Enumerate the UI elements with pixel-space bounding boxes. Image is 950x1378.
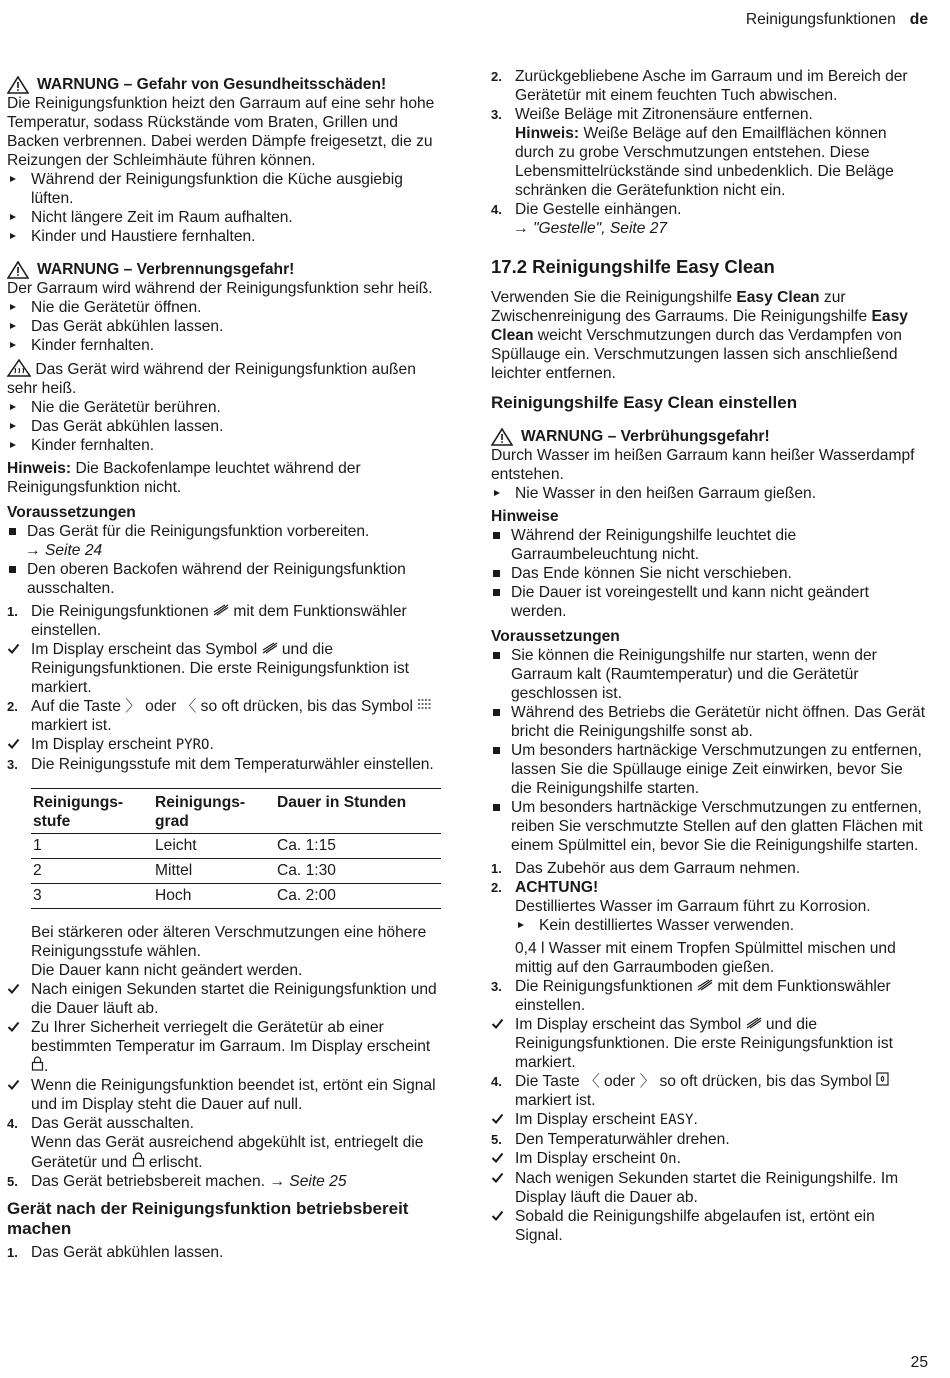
table-note: Bei stärkeren oder älteren Verschmutzungen eine höhere Reinigungsstufe wählen.	[31, 924, 427, 960]
check-icon	[7, 1078, 20, 1091]
cleaning-function-icon	[213, 604, 229, 616]
step-2-detail: 0,4 l Wasser mit einem Tropfen Spülmittel mischen und mittig auf den Garraumboden gießen.	[515, 940, 896, 976]
warning-triangle-icon	[491, 428, 513, 446]
display-text: On	[659, 1151, 677, 1167]
result-4: Zu Ihrer Sicherheit verriegelt die Gerätetür ab einer bestimmten Temperatur im Garraum. Im Display erscheint .	[7, 1018, 443, 1076]
list-item: Um besonders hartnäckige Verschmutzungen zu entfernen, lassen Sie die Spüllauge einige Zeit einwirken, bevor Sie die Reinigungshilfe starten.	[491, 741, 926, 798]
warning-health	[7, 75, 443, 94]
list-item: Kein destilliertes Wasser verwenden.	[515, 916, 926, 935]
result-1: Im Display erscheint das Symbol und die Reinigungsfunktionen. Die erste Reinigungsfunktion ist markiert.	[7, 640, 443, 697]
list-item: Um besonders hartnäckige Verschmutzungen zu entfernen, reiben Sie verschmutzte Stellen auf den glatten Flächen mit einem Spülmittel ein, bevor Sie die Reinigungshilfe starten.	[491, 798, 926, 855]
step-4: 4. Die Taste 〈 oder 〉 so oft drücken, bis das Symbol markiert ist.	[491, 1072, 926, 1110]
next-key-icon: 〉	[125, 698, 141, 715]
check-icon	[491, 1017, 504, 1030]
list-item: Kinder fernhalten.	[7, 436, 443, 455]
list-item: Während der Reinigungsfunktion die Küche ausgiebig lüften.	[7, 170, 443, 208]
section-heading: Gerät nach der Reinigungsfunktion betriebsbereit machen	[7, 1199, 409, 1238]
check-icon	[7, 1020, 20, 1033]
cleaning-function-icon	[697, 979, 713, 991]
note: Hinweis: Weiße Beläge auf den Emailflächen können durch zu grobe Verschmutzungen entstehen. Diese Lebensmittelrückstände sind unbedenklich. Die Beläge schränken die Gerätefunktion nicht ein.	[515, 125, 894, 199]
list-item: Sie können die Reinigungshilfe nur starten, wenn der Garraum kalt (Raumtemperatur) und die Gerätetür geschlossen ist.	[491, 646, 926, 703]
language-code: de	[909, 11, 928, 28]
table-header: Reinigungs-grad	[155, 794, 246, 830]
step-4: 4. Die Gestelle einhängen.	[491, 201, 682, 218]
list-item: Nie die Gerätetür berühren.	[7, 398, 443, 417]
table-row: 3 Hoch Ca. 2:00	[31, 884, 441, 909]
cleaning-function-icon	[746, 1017, 762, 1029]
result-5: Sobald die Reinigungshilfe abgelaufen ist, ertönt ein Signal.	[491, 1207, 926, 1245]
warning-text: Der Garraum wird während der Reinigungsfunktion sehr heiß.	[7, 280, 433, 297]
step-1: 1. Das Gerät abkühlen lassen.	[7, 1244, 224, 1261]
warning-triangle-icon	[7, 76, 29, 94]
page-header	[746, 10, 928, 29]
list-item: Den oberen Backofen während der Reinigungsfunktion ausschalten.	[7, 560, 443, 598]
warning-burn	[7, 260, 443, 279]
next-key-icon: 〉	[639, 1073, 656, 1090]
warning-title: WARNUNG – Verbrühungsgefahr!	[521, 428, 770, 445]
check-icon	[491, 1209, 504, 1222]
list-item: Kinder und Haustiere fernhalten.	[7, 227, 443, 246]
result-2: Im Display erscheint EASY.	[491, 1110, 926, 1130]
page-number: 25	[910, 1354, 928, 1371]
step-4-detail: Wenn das Gerät ausreichend abgekühlt ist, entriegelt die Gerätetür und erlischt.	[31, 1134, 424, 1171]
caution-text: Destilliertes Wasser im Garraum führt zu Korrosion.	[515, 898, 871, 915]
page-reference: → "Gestelle", Seite 27	[513, 220, 668, 237]
cleaning-function-icon	[262, 642, 278, 654]
list-item: Die Dauer ist voreingestellt und kann nicht geändert werden.	[491, 583, 926, 621]
hot-surface-icon	[7, 359, 31, 377]
subsection-heading: Reinigungshilfe Easy Clean einstellen	[491, 393, 798, 412]
check-icon	[7, 737, 20, 750]
display-text: EASY	[659, 1112, 694, 1128]
warning-text: Durch Wasser im heißen Garraum kann heißer Wasserdampf entstehen.	[491, 447, 915, 483]
list-item: Kinder fernhalten.	[7, 336, 443, 355]
result-3: Nach einigen Sekunden startet die Reinigungsfunktion und die Dauer läuft ab.	[7, 980, 443, 1018]
note: Hinweis: Die Backofenlampe leuchtet während der Reinigungsfunktion nicht.	[7, 460, 361, 496]
cleaning-level-table	[31, 788, 441, 909]
requirements-title: Voraussetzungen	[7, 504, 136, 521]
list-item: Nicht längere Zeit im Raum aufhalten.	[7, 208, 443, 227]
step-1: 1. Die Reinigungsfunktionen mit dem Funktionswähler einstellen.	[7, 603, 407, 639]
prev-key-icon: 〈	[584, 1073, 600, 1090]
result-4: Nach wenigen Sekunden startet die Reinigungshilfe. Im Display läuft die Dauer ab.	[491, 1169, 926, 1207]
step-3: 3. Weiße Beläge mit Zitronensäure entfernen.	[491, 106, 813, 123]
lock-icon	[132, 1152, 145, 1167]
table-header: Reinigungs-stufe	[33, 794, 124, 830]
list-item: Während der Reinigungshilfe leuchtet die Garraumbeleuchtung nicht.	[491, 526, 926, 564]
result-3: Im Display erscheint On.	[491, 1149, 926, 1169]
list-item: Nie die Gerätetür öffnen.	[7, 298, 443, 317]
step-3: 3. Die Reinigungsfunktionen mit dem Funktionswähler einstellen.	[491, 978, 891, 1014]
check-icon	[7, 982, 20, 995]
step-1: 1. Das Zubehör aus dem Garraum nehmen.	[491, 860, 801, 877]
list-item: Das Gerät abkühlen lassen.	[7, 317, 443, 336]
step-4: 4. Das Gerät ausschalten.	[7, 1115, 194, 1132]
check-icon	[491, 1112, 504, 1125]
step-3: 3. Die Reinigungsstufe mit dem Temperaturwähler einstellen.	[7, 756, 434, 773]
table-row: 1 Leicht Ca. 1:15	[31, 834, 441, 859]
hot-surface-warning: Das Gerät wird während der Reinigungsfunktion außen sehr heiß.	[7, 361, 416, 397]
step-5: 5. Den Temperaturwähler drehen.	[491, 1131, 730, 1148]
list-item: Während des Betriebs die Gerätetür nicht öffnen. Das Gerät bricht die Reinigungshilfe sonst ab.	[491, 703, 926, 741]
section-title: Reinigungsfunktionen	[745, 11, 896, 28]
result-2: Im Display erscheint PYRO.	[7, 735, 443, 755]
list-item: Das Gerät abkühlen lassen.	[7, 417, 443, 436]
step-2: 2. ACHTUNG!	[491, 879, 599, 896]
check-icon	[7, 642, 20, 655]
list-item: Das Gerät für die Reinigungsfunktion vorbereiten.	[7, 522, 443, 541]
hints-title: Hinweise	[491, 508, 559, 525]
lock-icon	[31, 1056, 44, 1071]
check-icon	[491, 1171, 504, 1184]
step-2: 2. Zurückgebliebene Asche im Garraum und im Bereich der Gerätetür mit einem feuchten Tuch abwischen.	[491, 68, 908, 104]
easy-clean-icon	[876, 1072, 889, 1086]
check-icon	[491, 1151, 504, 1164]
list-item: Nie Wasser in den heißen Garraum gießen.	[491, 484, 926, 503]
result-1: Im Display erscheint das Symbol und die Reinigungsfunktionen. Die erste Reinigungsfunktion ist markiert.	[491, 1015, 926, 1072]
prev-key-icon: 〈	[180, 698, 197, 715]
warning-triangle-icon	[7, 261, 29, 279]
left-column	[7, 75, 443, 1262]
warning-title: WARNUNG – Gefahr von Gesundheitsschäden!	[37, 76, 387, 93]
section-heading: 17.2 Reinigungshilfe Easy Clean	[491, 256, 775, 277]
pyrolysis-icon	[417, 698, 433, 711]
page-reference: Seite 25	[289, 1173, 347, 1190]
table-header: Dauer in Stunden	[277, 794, 407, 811]
list-item: Das Ende können Sie nicht verschieben.	[491, 564, 926, 583]
requirements-title: Voraussetzungen	[491, 628, 620, 645]
page-reference: → Seite 24	[25, 542, 103, 559]
intro-paragraph: Verwenden Sie die Reinigungshilfe Easy Clean zur Zwischenreinigung des Garraums. Die Reinigungshilfe Easy Clean weicht Verschmutzungen durch das Verdampfen von Spüllauge ein. Verschmutzungen lassen sich anschließend leichter entfernen.	[491, 289, 908, 382]
right-column	[491, 67, 926, 1245]
warning-text: Die Reinigungsfunktion heizt den Garraum auf eine sehr hohe Temperatur, sodass Rückstände vom Braten, Grillen und Backen verbrennen. Dabei werden Dämpfe freigesetzt, die zu Reizungen der Schleimhäute führen können.	[7, 95, 435, 169]
table-note: Die Dauer kann nicht geändert werden.	[31, 962, 303, 979]
step-5: 5. Das Gerät betriebsbereit machen. → Seite 25	[7, 1173, 347, 1190]
warning-scald	[491, 427, 926, 446]
step-2: 2. Auf die Taste 〉 oder 〈 so oft drücken, bis das Symbol markiert ist.	[7, 697, 443, 735]
display-text: PYRO	[175, 737, 210, 753]
table-row: 2 Mittel Ca. 1:30	[31, 859, 441, 884]
result-5: Wenn die Reinigungsfunktion beendet ist, ertönt ein Signal und im Display steht die Dauer auf null.	[7, 1076, 443, 1114]
warning-title: WARNUNG – Verbrennungsgefahr!	[37, 261, 295, 278]
